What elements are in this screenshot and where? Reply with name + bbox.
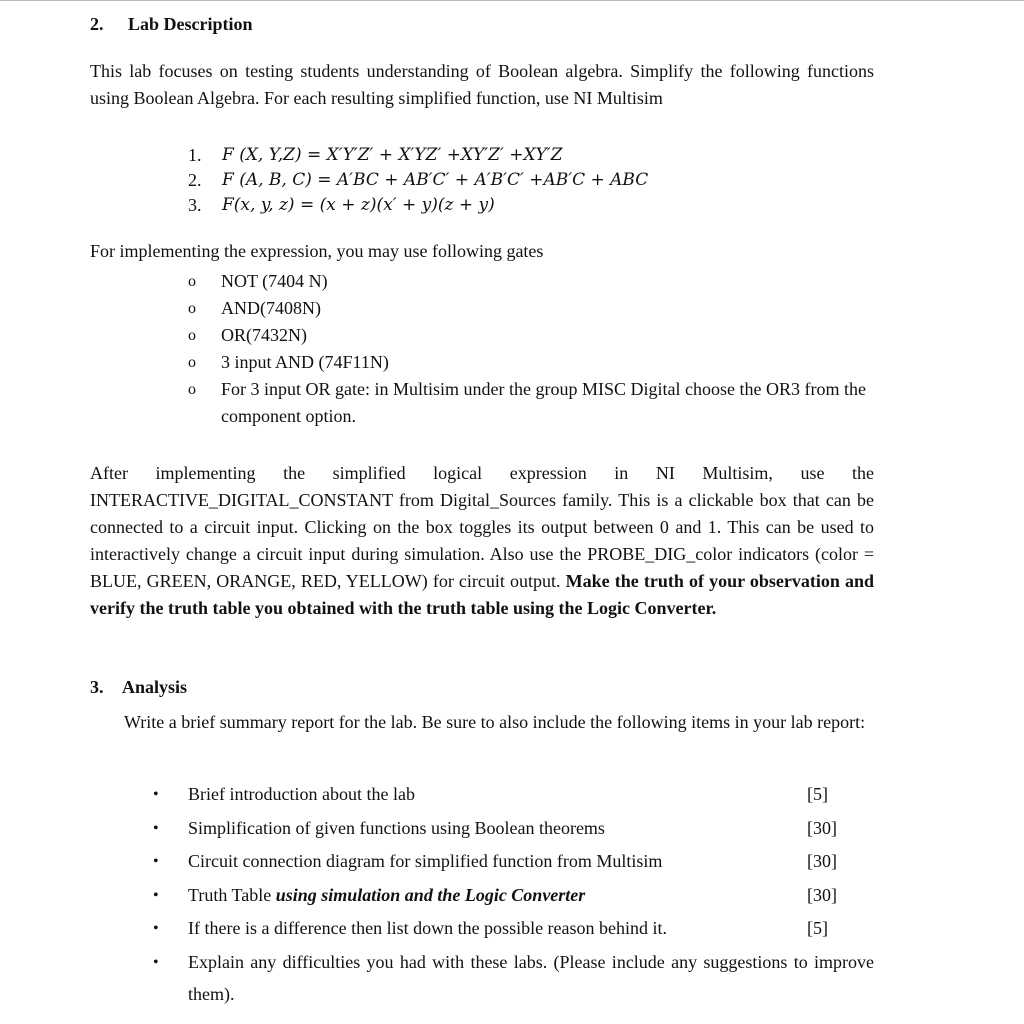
report-item-text	[188, 946, 874, 1010]
gate-label: NOT (7404 N)	[221, 271, 328, 291]
hollow-bullet-icon: o	[188, 273, 196, 290]
report-item-points: [5]	[807, 784, 828, 804]
report-item-points: [5]	[807, 918, 828, 938]
report-item-text	[188, 845, 808, 878]
bullet-icon: •	[153, 853, 159, 870]
top-rule	[0, 0, 1024, 1]
report-item-label: Explain any difficulties you had with these labs. (Please include any suggestions to improve them).	[188, 951, 874, 1004]
report-item-label: If there is a difference then list down the possible reason behind it.	[188, 918, 668, 938]
list-item	[188, 268, 878, 295]
bullet-icon: •	[153, 819, 159, 837]
list-item	[188, 349, 878, 376]
report-item-text	[188, 912, 808, 945]
gate-label: AND(7408N)	[221, 298, 321, 318]
report-item-label: Simplification of given functions using Boolean theorems	[188, 817, 605, 838]
section-3-heading	[90, 677, 187, 698]
report-item-emphasis: using simulation and the Logic Converter	[275, 884, 586, 905]
section-2-intro: This lab focuses on testing students understanding of Boolean algebra. Simplify the following functions using Boolean Algebra. For each resulting simplified function, use NI Multisim	[90, 61, 874, 108]
report-item-label: Brief introduction about the lab	[188, 784, 415, 804]
gate-label: 3 input AND (74F11N)	[221, 352, 389, 372]
report-item-text	[188, 778, 808, 811]
equation-text: F (A, B, C) = A′BC + AB′C′ + A′B′C′ +AB′C + ABC	[222, 170, 649, 190]
gate-label: OR(7432N)	[221, 325, 307, 345]
equation-text: F (X, Y,Z) = X′Y′Z′ + X′YZ′ +XY′Z′ +XY′Z	[222, 145, 563, 165]
section-3-intro: Write a brief summary report for the lab. Be sure to also include the following items in your lab report:	[124, 712, 866, 732]
section-2-number: 2.	[90, 14, 104, 34]
report-item-text	[188, 812, 808, 845]
report-item-label: Truth Table	[188, 884, 276, 905]
report-item-points: [30]	[807, 817, 837, 838]
equation-number: 2.	[188, 170, 202, 190]
report-item-text	[188, 879, 808, 912]
hollow-bullet-icon: o	[188, 381, 196, 398]
list-item	[150, 912, 874, 946]
list-item	[188, 322, 878, 349]
equation-number: 1.	[188, 145, 202, 165]
report-item-points: [30]	[807, 851, 837, 871]
list-item	[150, 778, 874, 812]
implementation-bold-text: Make the truth of your observation and verify the truth table you obtained with the truth table using the Logic Converter.	[90, 571, 874, 618]
bullet-icon: •	[153, 886, 159, 904]
bullet-icon: •	[153, 920, 159, 937]
list-item	[150, 812, 874, 846]
report-items-list	[150, 778, 874, 1010]
hollow-bullet-icon: o	[188, 354, 196, 371]
section-3-number: 3.	[90, 677, 104, 697]
gate-list	[188, 268, 878, 430]
list-item	[150, 879, 874, 913]
list-item	[188, 376, 878, 430]
implementation-text: After implementing the simplified logical expression in NI Multisim, use the INTERACTIVE_DIGITAL_CONSTANT from Digital_Sources family. This is a clickable box that can be connected to a circuit input. Clicking on the box toggles its output between 0 and 1. This can be used to interactively change a circuit input during simulation. Also use the PROBE_DIG_color indicators (color = BLUE, GREEN, ORANGE, RED, YELLOW) for circuit output.	[90, 463, 874, 591]
equation-number: 3.	[188, 195, 202, 215]
section-2-heading	[90, 14, 253, 35]
list-item	[150, 946, 874, 1010]
report-item-label: Circuit connection diagram for simplified function from Multisim	[188, 851, 663, 871]
list-item	[150, 845, 874, 879]
hollow-bullet-icon: o	[188, 327, 196, 344]
implementation-paragraph	[90, 460, 874, 622]
report-item-points: [30]	[807, 884, 837, 905]
bullet-icon: •	[153, 953, 159, 971]
hollow-bullet-icon: o	[188, 300, 196, 317]
section-2-title: Lab Description	[128, 14, 253, 34]
equation-text: F(x, y, z) = (x + z)(x′ + y)(z + y)	[222, 195, 495, 215]
list-item	[188, 295, 878, 322]
section-3-title: Analysis	[122, 677, 188, 697]
gate-label: For 3 input OR gate: in Multisim under the group MISC Digital choose the OR3 from the component option.	[221, 379, 866, 426]
bullet-icon: •	[153, 786, 159, 803]
gates-intro: For implementing the expression, you may use following gates	[90, 241, 544, 261]
